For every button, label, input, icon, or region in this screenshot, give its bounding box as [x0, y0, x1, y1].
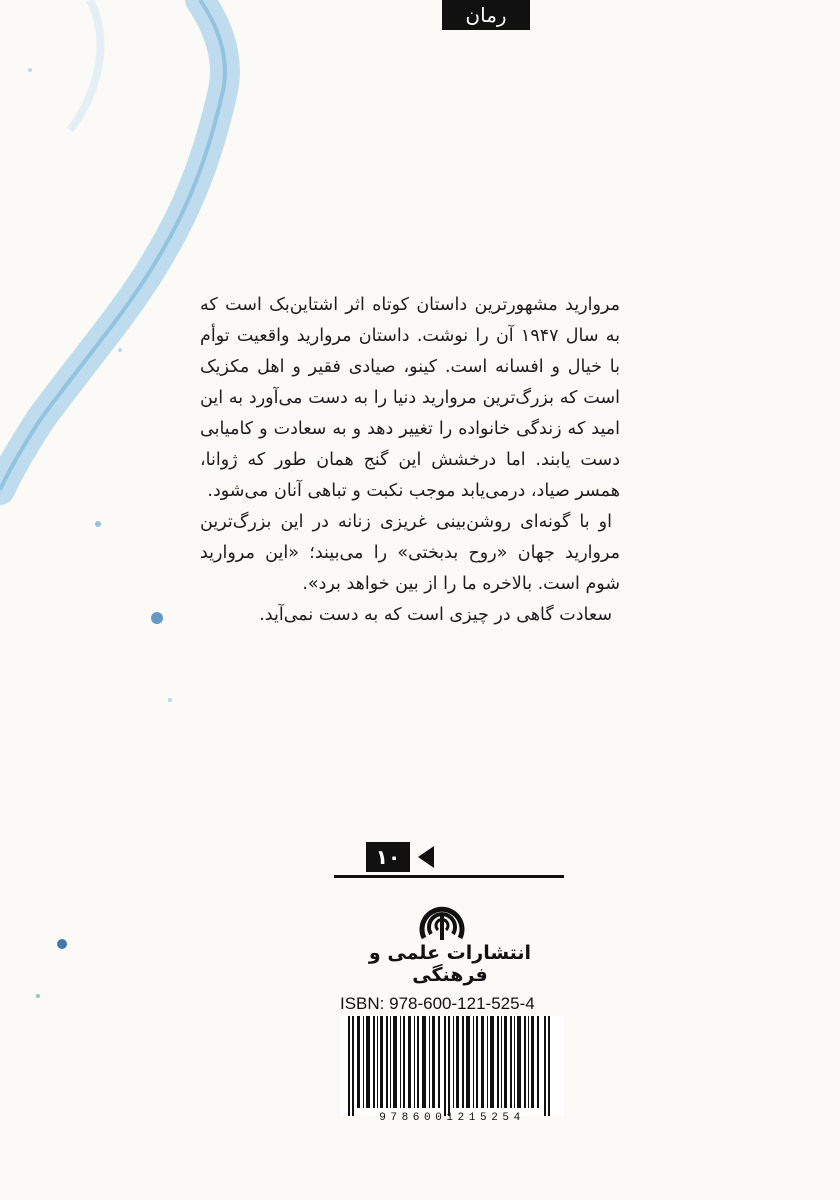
series-arrow-icon	[414, 842, 436, 872]
blurb-paragraph: او با گونه‌ای روشن‌بینی غریزی زنانه در این بزرگ‌ترین مروارید جهان «روح بدبختی» را می‌بیند؛ «این مروارید شوم است. بالاخره ما را از بین خواهد برد».	[200, 512, 620, 594]
back-cover-blurb	[200, 290, 620, 631]
publisher-emblem-icon	[418, 898, 466, 942]
publisher-name: انتشارات علمی و فرهنگی	[368, 942, 532, 986]
barcode	[340, 1016, 564, 1116]
series-underline	[334, 875, 564, 878]
blurb-paragraph: مروارید مشهورترین داستان کوتاه اثر اشتاین‌بک است که به سال ۱۹۴۷ آن را نوشت. داستان مروارید واقعیت توأم با خیال و افسانه است. کینو، صیادی فقیر و اهل مکزیک است که بزرگ‌ترین مروارید دنیا را به دست می‌آورد به این امید که زندگی خانواده را تغییر دهد و به سعادت و کامیابی دست یابند. اما درخشش این گنج همان طور که ژوانا، همسر صیاد، درمی‌یابد موجب نکبت و تباهی آنان می‌شود.	[200, 295, 620, 501]
isbn-text: ISBN: 978-600-121-525-4	[340, 994, 535, 1013]
barcode-digits: 9786001215254	[379, 1112, 525, 1124]
blurb-paragraph: سعادت گاهی در چیزی است که به دست نمی‌آید.	[259, 605, 612, 625]
series-label: رمان	[442, 0, 530, 30]
series-number: ۱۰	[366, 842, 410, 872]
